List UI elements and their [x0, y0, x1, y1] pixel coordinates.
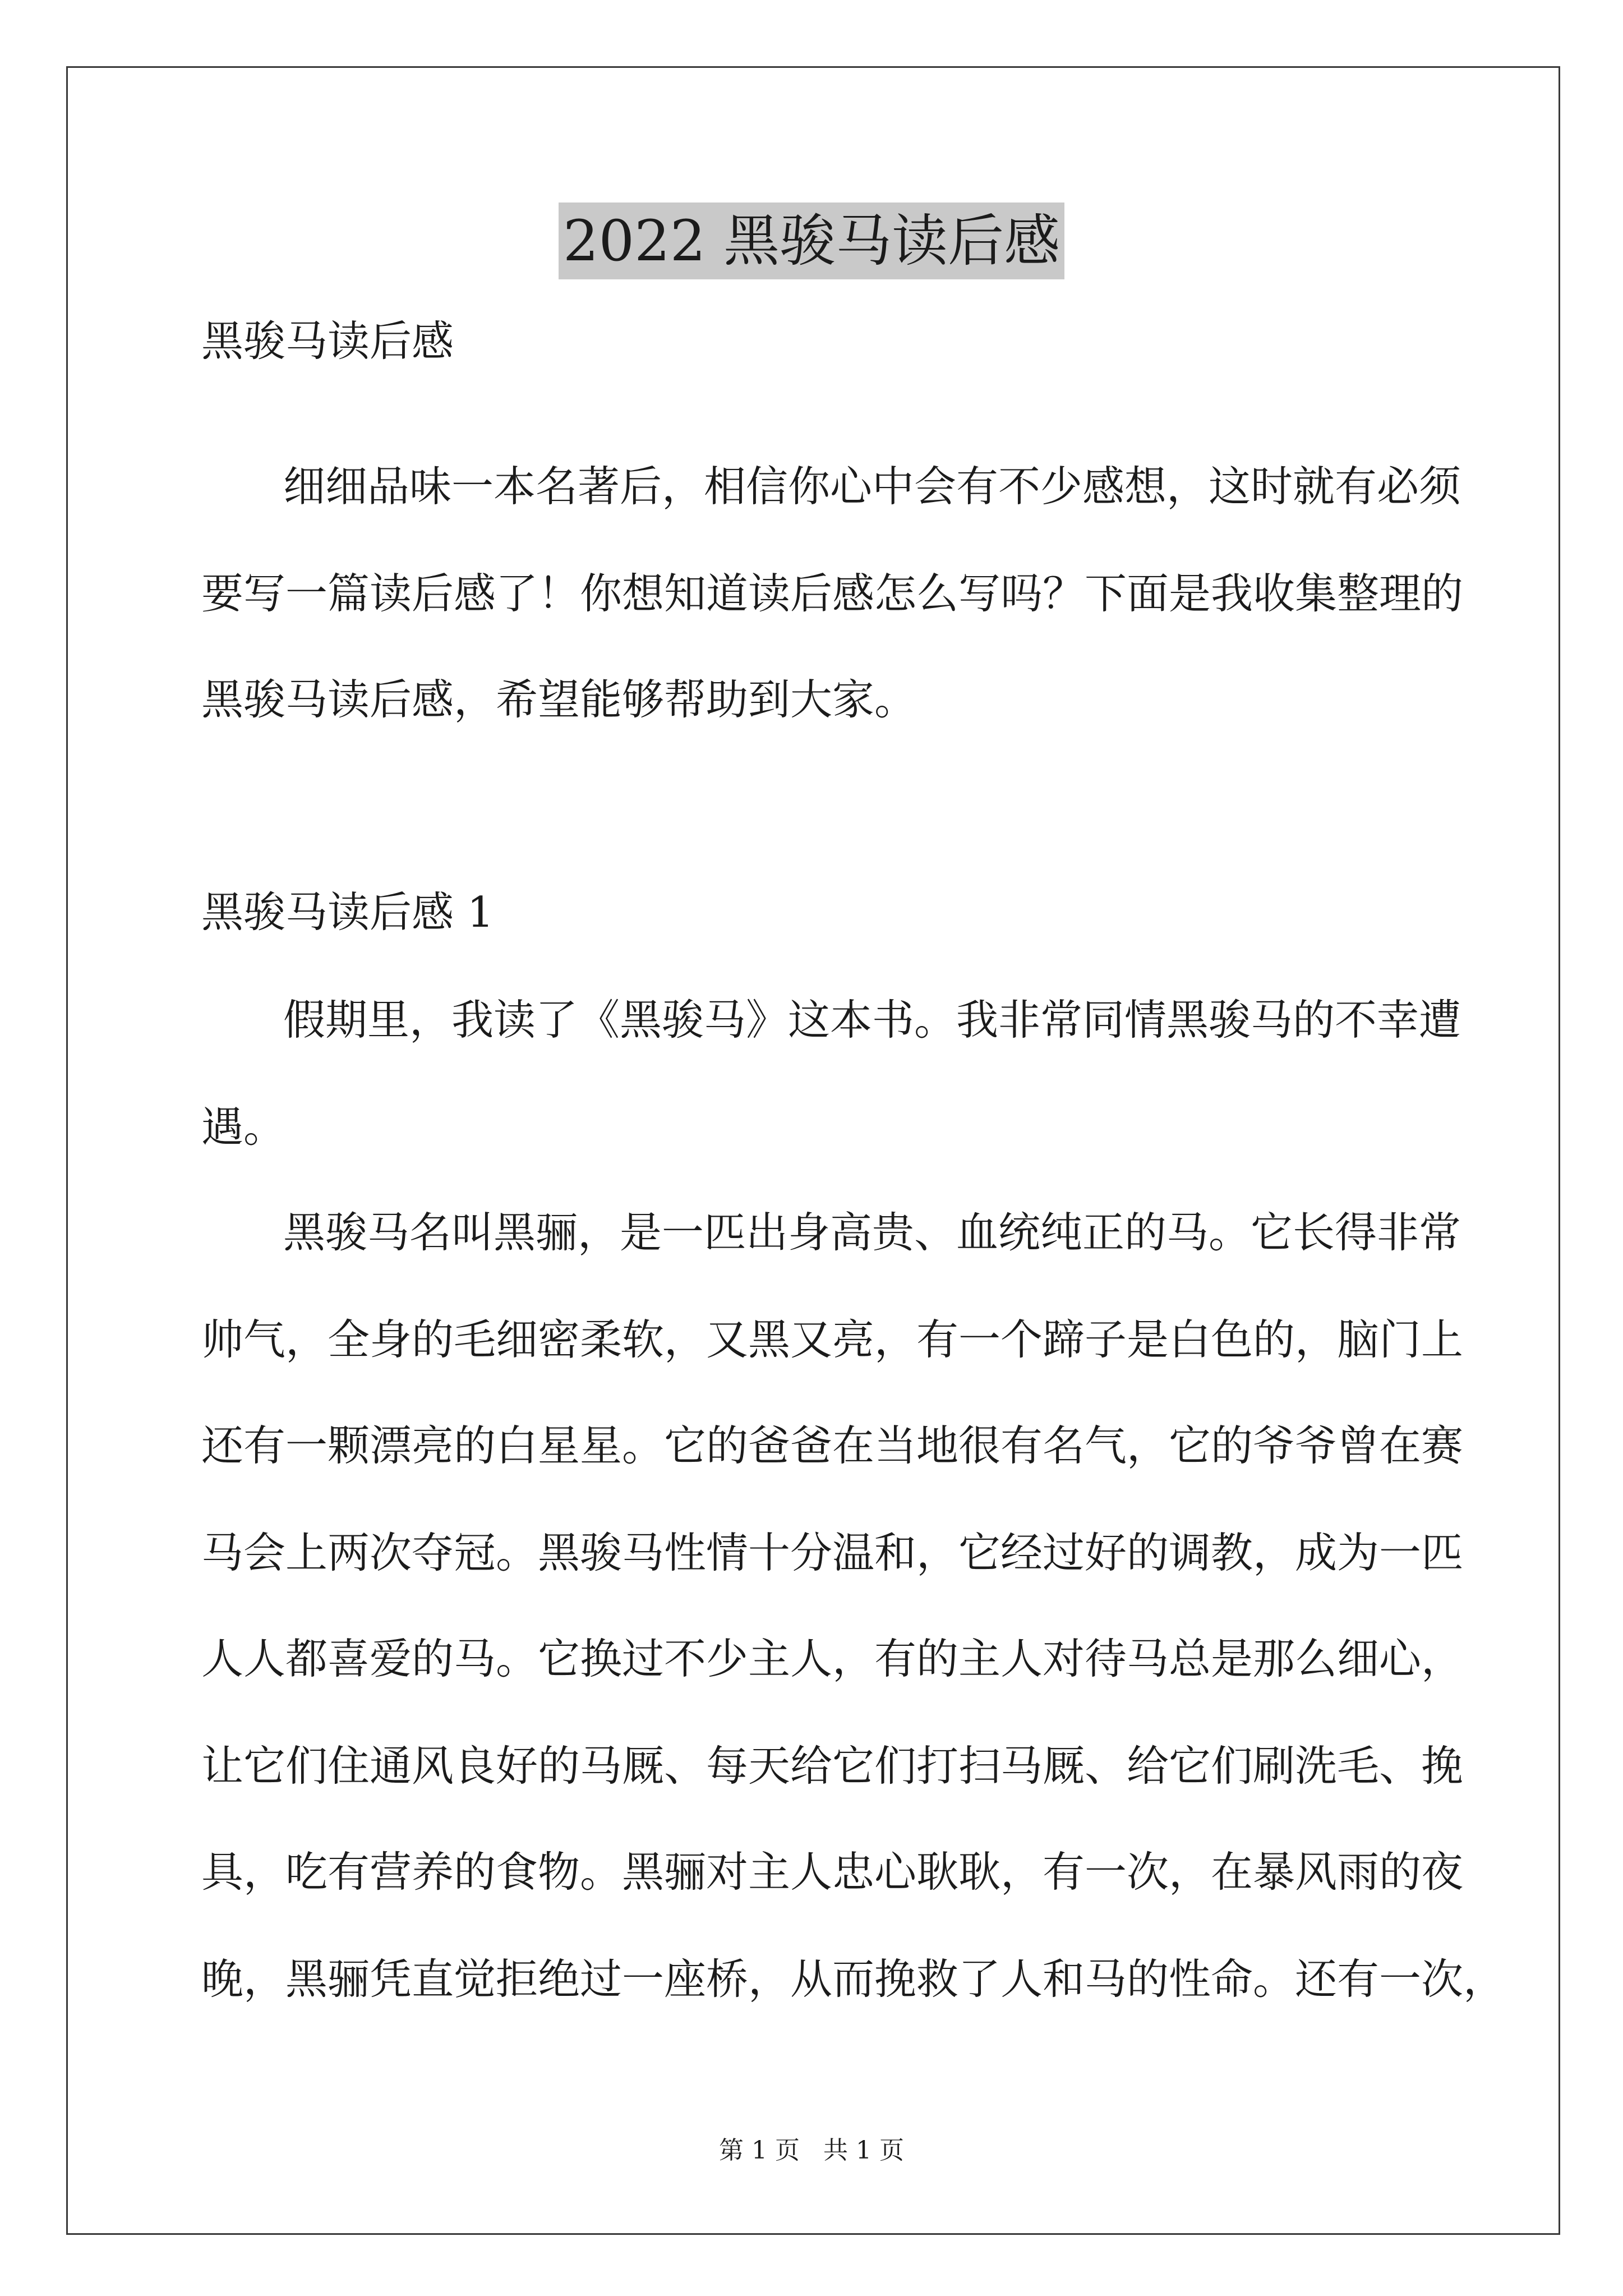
body-line: 让它们住通风良好的马厩、每天给它们打扫马厩、给它们刷洗毛、挽 — [201, 1741, 1464, 1791]
body-line: 晚，黑骊凭直觉拒绝过一座桥，从而挽救了人和马的性命。还有一次， — [201, 1954, 1506, 2004]
body-line: 帅气，全身的毛细密柔软，又黑又亮，有一个蹄子是白色的，脑门上 — [201, 1315, 1464, 1364]
intro-line: 黑骏马读后感，希望能够帮助到大家。 — [201, 675, 917, 724]
document-heading: 黑骏马读后感 — [201, 316, 454, 366]
section-heading: 黑骏马读后感 1 — [201, 887, 494, 937]
body-line: 遇。 — [201, 1102, 286, 1152]
body-line: 还有一颗漂亮的白星星。它的爸爸在当地很有名气，它的爷爷曾在赛 — [201, 1421, 1464, 1470]
document-title: 2022 黑骏马读后感 — [559, 203, 1064, 279]
page-border — [66, 66, 1560, 2235]
title-row — [0, 203, 1623, 279]
page-number-footer: 第 1 页 共 1 页 — [719, 2136, 904, 2165]
body-line: 人人都喜爱的马。它换过不少主人，有的主人对待马总是那么细心， — [201, 1634, 1464, 1683]
body-line: 具，吃有营养的食物。黑骊对主人忠心耿耿，有一次，在暴风雨的夜 — [201, 1847, 1464, 1897]
body-line: 黑骏马名叫黑骊，是一匹出身高贵、血统纯正的马。它长得非常 — [283, 1208, 1461, 1257]
body-line: 马会上两次夺冠。黑骏马性情十分温和，它经过好的调教，成为一匹 — [201, 1528, 1464, 1577]
body-line: 假期里，我读了《黑骏马》这本书。我非常同情黑骏马的不幸遭 — [283, 995, 1461, 1045]
intro-line: 细细品味一本名著后，相信你心中会有不少感想，这时就有必须 — [283, 462, 1461, 511]
intro-line: 要写一篇读后感了！你想知道读后感怎么写吗？下面是我收集整理的 — [201, 569, 1464, 618]
